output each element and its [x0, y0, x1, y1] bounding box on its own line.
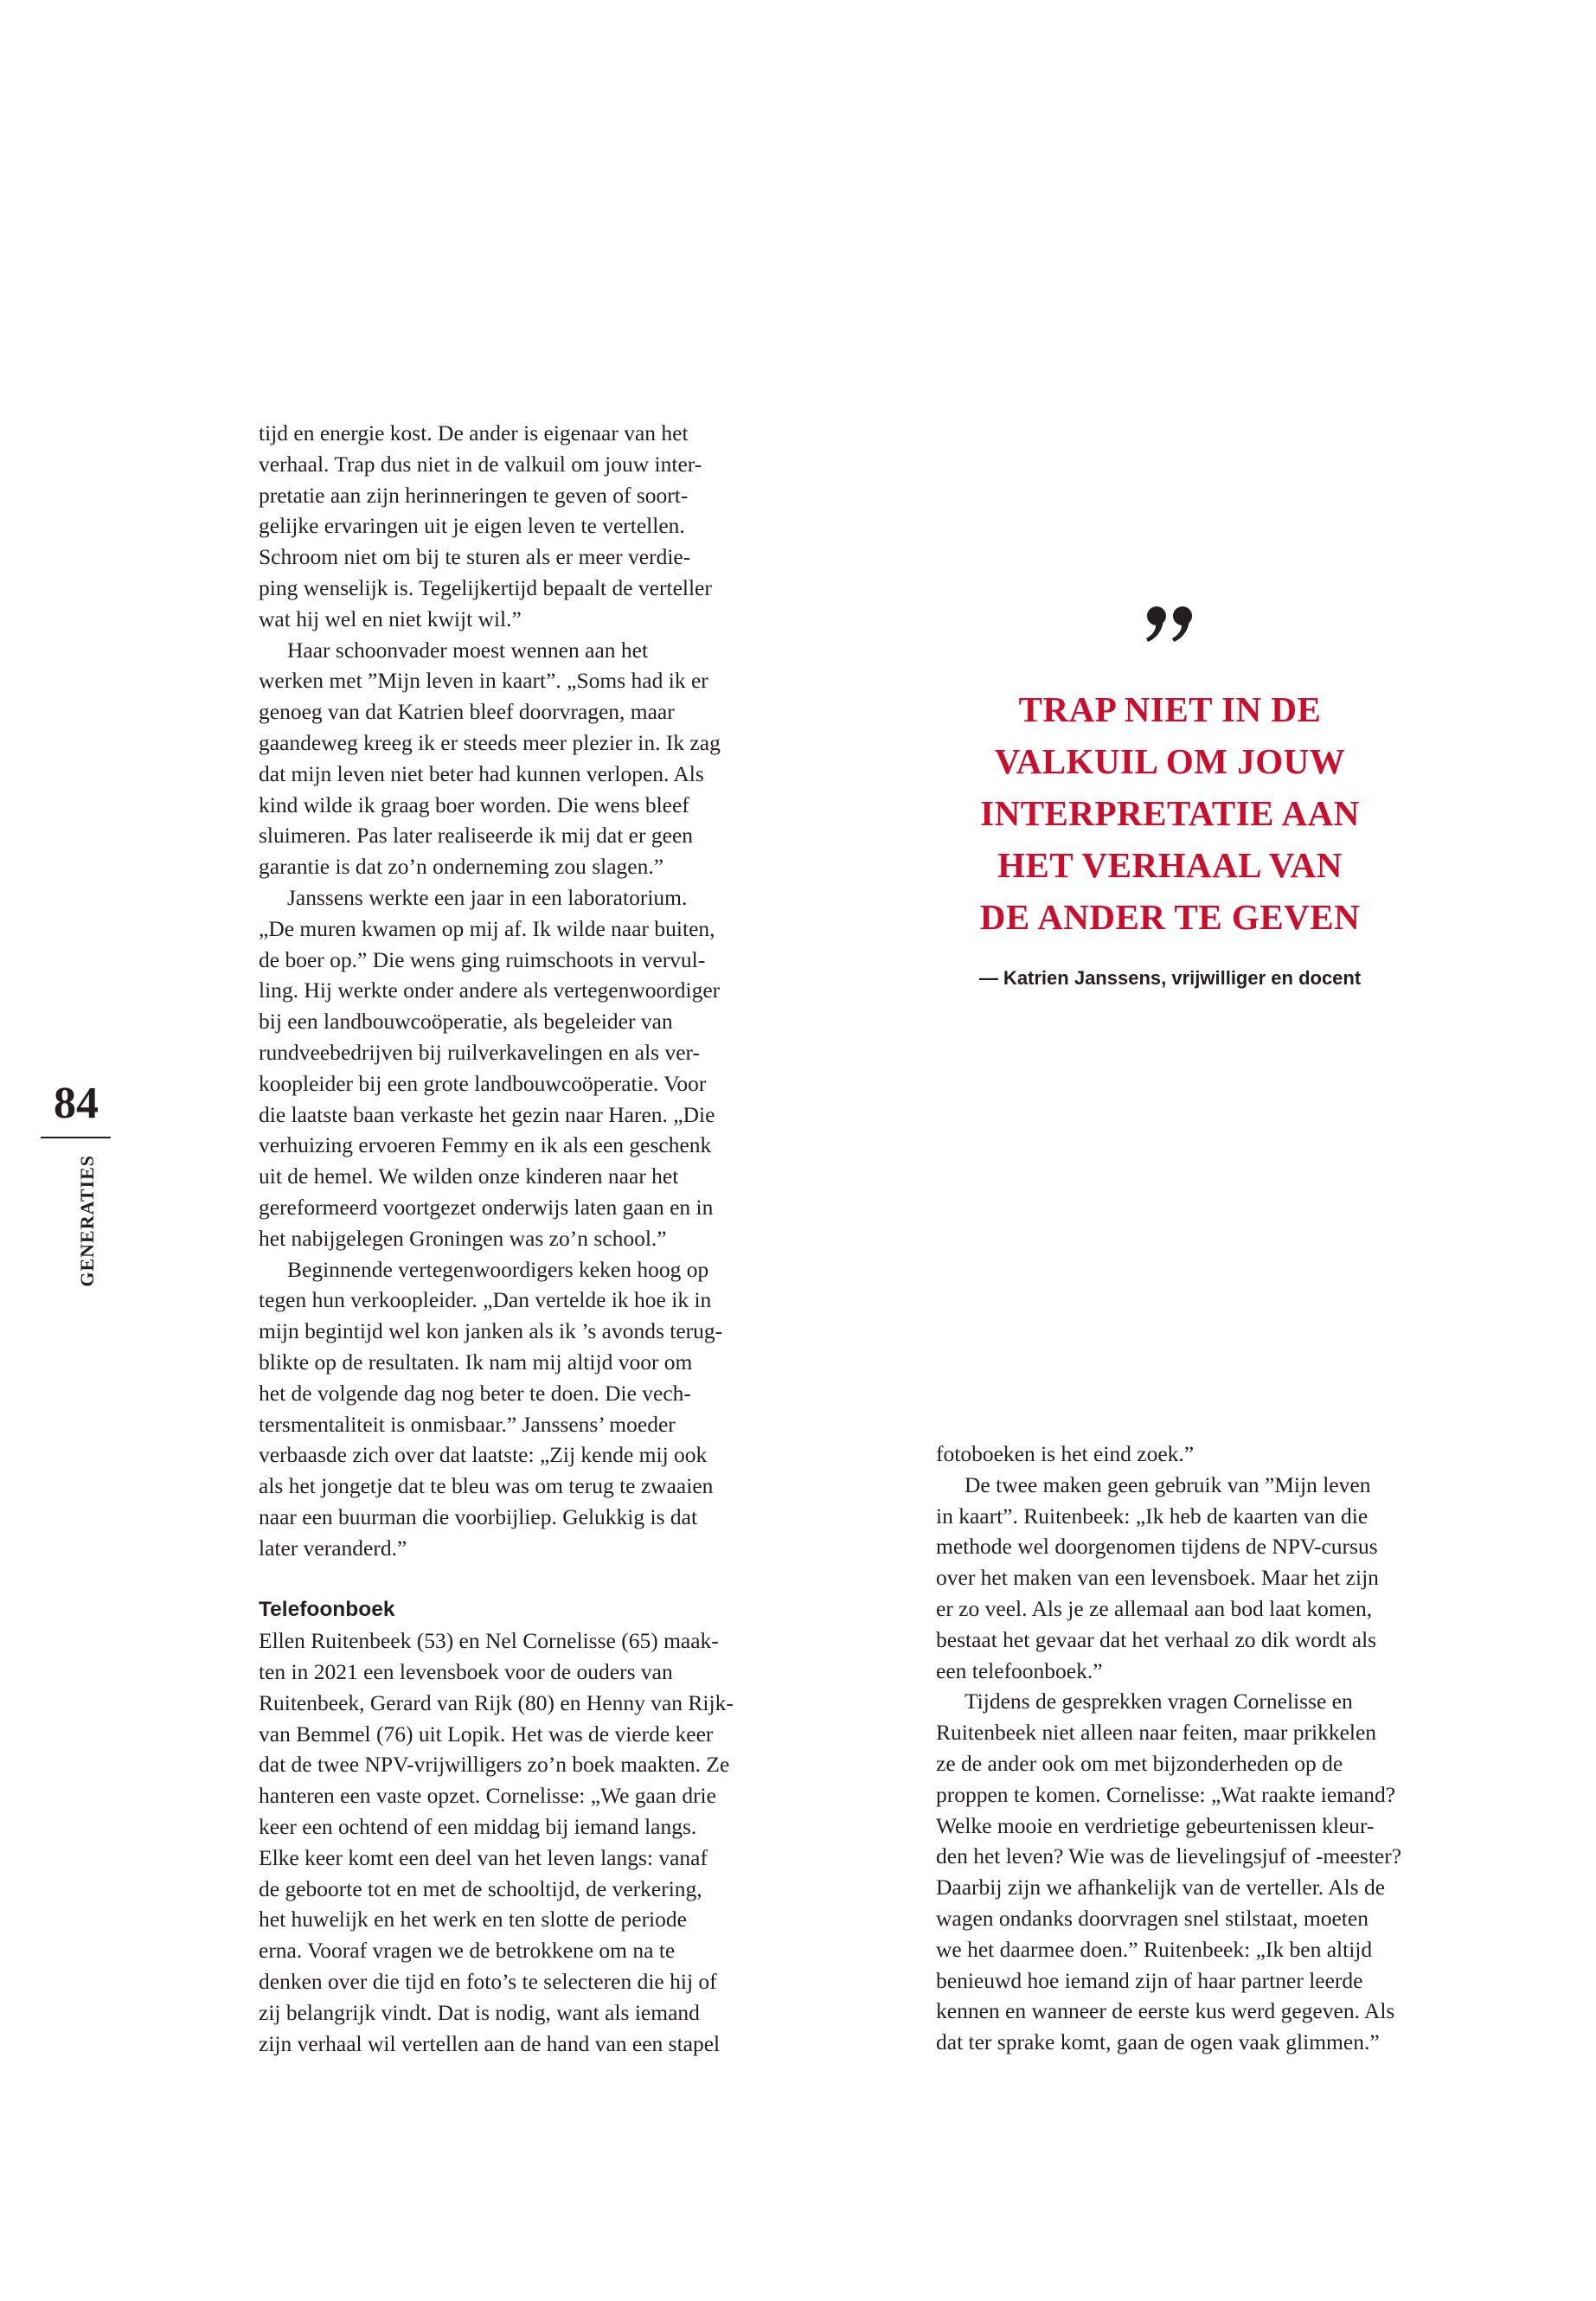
text-line: benieuwd hoe iemand zijn of haar partner leerde: [936, 1967, 1363, 1993]
text-line: dat ter sprake komt, gaan de ogen vaak glimmen.”: [936, 2029, 1380, 2055]
text-line: gelijke ervaringen uit je eigen leven te vertellen.: [259, 513, 685, 539]
text-line: als het jongetje dat te bleu was om terug te zwaaien: [259, 1473, 714, 1499]
text-line: verhuizing ervoeren Femmy en ik als een geschenk: [259, 1132, 712, 1158]
text-line: genoeg van dat Katrien bleef doorvragen, maar: [259, 699, 675, 725]
text-line: fotoboeken is het eind zoek.”: [936, 1441, 1195, 1466]
right-body-text: [936, 1439, 1472, 2058]
text-line: hanteren een vaste opzet. Cornelisse: „We gaan drie: [259, 1783, 716, 1809]
text-line: sluimeren. Pas later realiseerde ik mij dat er geen: [259, 823, 694, 849]
text-line: Janssens werkte een jaar in een laboratorium.: [287, 884, 688, 910]
text-line: uit de hemel. We wilden onze kinderen naar het: [259, 1163, 679, 1189]
text-line: kind wilde ik graag boer worden. Die wens bleef: [259, 792, 689, 817]
text-line: proppen te komen. Cornelisse: „Wat raakte iemand?: [936, 1781, 1396, 1807]
text-line: De twee maken geen gebruik van ”Mijn leven: [965, 1471, 1371, 1497]
pull-quote-credit: — Katrien Janssens, vrijwilliger en docent: [978, 967, 1362, 989]
pull-quote-line: DE ANDER TE GEVEN: [979, 897, 1361, 937]
page-number-divider: [41, 1137, 111, 1138]
text-line: wat hij wel en niet kwijt wil.”: [259, 606, 522, 631]
text-line: wagen ondanks doorvragen snel stilstaat, moeten: [936, 1905, 1368, 1931]
text-line: Ellen Ruitenbeek (53) en Nel Cornelisse (65) maak-: [259, 1628, 719, 1654]
text-line: blikte op de resultaten. Ik nam mij altijd voor om: [259, 1349, 693, 1375]
text-line: er zo veel. Als je ze allemaal aan bod laat komen,: [936, 1595, 1373, 1621]
left-text-column: [259, 418, 795, 2059]
text-line: Beginnende vertegenwoordigers keken hoog op: [287, 1256, 709, 1282]
text-line: ten in 2021 een levensboek voor de ouders van: [259, 1659, 673, 1685]
text-line: tegen hun verkoopleider. „Dan vertelde ik hoe ik in: [259, 1287, 712, 1313]
right-text-column: [936, 1439, 1472, 2058]
text-line: ling. Hij werkte onder andere als vertegenwoordiger: [259, 977, 721, 1003]
text-line: erna. Vooraf vragen we de betrokkene om na te: [259, 1938, 676, 1964]
text-line: over het maken van een levensboek. Maar het zijn: [936, 1565, 1379, 1591]
text-line: het nabijgelegen Groningen was zo’n school.”: [259, 1225, 667, 1251]
text-line: Ruitenbeek niet alleen naar feiten, maar prikkelen: [936, 1720, 1377, 1746]
section-label: GENERATIES: [76, 1155, 98, 1287]
text-line: de boer op.” Die wens ging ruimschoots in vervul-: [259, 946, 706, 972]
text-line: keer een ochtend of een middag bij iemand langs.: [259, 1814, 697, 1840]
text-line: methode wel doorgenomen tijdens de NPV-cursus: [936, 1534, 1378, 1560]
text-line: die laatste baan verkaste het gezin naar Haren. „Die: [259, 1101, 715, 1127]
text-line: Haar schoonvader moest wennen aan het: [287, 637, 649, 663]
text-line: Welke mooie en verdrietige gebeurtenissen kleur-: [936, 1812, 1375, 1838]
text-line: zijn verhaal wil vertellen aan de hand van een stapel: [259, 2030, 721, 2056]
text-line: den het leven? Wie was de lievelingsjuf of -meester?: [936, 1843, 1402, 1869]
text-line: een telefoonboek.”: [936, 1657, 1103, 1683]
text-line: dat mijn leven niet beter had kunnen verlopen. Als: [259, 760, 704, 786]
text-line: de geboorte tot en met de schooltijd, de verkering,: [259, 1875, 702, 1901]
text-line: koopleider bij een grote landbouwcoöperatie. Voor: [259, 1070, 707, 1096]
left-body-text: [259, 418, 795, 1563]
text-line: in kaart”. Ruitenbeek: „Ik heb de kaarten van die: [936, 1503, 1368, 1529]
text-line: verhaal. Trap dus niet in de valkuil om jouw inter-: [259, 451, 702, 477]
text-line: bij een landbouwcoöperatie, als begeleider van: [259, 1009, 673, 1035]
text-line: mijn begintijd wel kon janken als ik ’s avonds terug-: [259, 1318, 723, 1344]
text-line: het de volgende dag nog beter te doen. Die vech-: [259, 1380, 691, 1406]
text-line: gaandeweg kreeg ik er steeds meer plezier in. Ik zag: [259, 729, 721, 755]
text-line: rundveebedrijven bij ruilverkavelingen en als ver-: [259, 1039, 700, 1065]
pull-quote-line: TRAP NIET IN DE: [1018, 689, 1322, 729]
text-line: naar een buurman die voorbijliep. Gelukkig is dat: [259, 1503, 698, 1529]
text-line: Ruitenbeek, Gerard van Rijk (80) en Henny van Rijk-: [259, 1689, 734, 1715]
text-line: pretatie aan zijn herinneringen te geven of soort-: [259, 482, 689, 508]
pull-quote-line: INTERPRETATIE AAN: [980, 793, 1360, 833]
text-line: garantie is dat zo’n onderneming zou slagen.”: [259, 854, 664, 880]
subheading-telefoonboek: Telefoonboek: [259, 1598, 395, 1622]
text-line: ping wenselijk is. Tegelijkertijd bepaalt de verteller: [259, 574, 712, 600]
text-line: later veranderd.”: [259, 1535, 407, 1561]
text-line: bestaat het gevaar dat het verhaal zo dik wordt als: [936, 1626, 1377, 1652]
text-line: ze de ander ook om met bijzonderheden op de: [936, 1750, 1343, 1776]
text-line: verbaasde zich over dat laatste: „Zij kende mij ook: [259, 1442, 708, 1468]
page-number: 84: [54, 1079, 99, 1128]
text-line: denken over die tijd en foto’s te selecteren die hij of: [259, 1969, 717, 1995]
pull-quote-line: HET VERHAAL VAN: [997, 845, 1343, 885]
left-body-text-continued: [259, 1625, 795, 2059]
text-line: Schroom niet om bij te sturen als er meer verdie-: [259, 544, 691, 570]
text-line: Elke keer komt een deel van het leven langs: vanaf: [259, 1844, 708, 1870]
text-line: het huwelijk en het werk en ten slotte de periode: [259, 1907, 687, 1932]
pull-quote: [917, 606, 1423, 990]
pull-quote-line: VALKUIL OM JOUW: [994, 741, 1346, 781]
text-line: Tijdens de gesprekken vragen Cornelisse en: [965, 1689, 1353, 1715]
text-line: tijd en energie kost. De ander is eigenaar van het: [259, 420, 689, 445]
text-line: zij belangrijk vindt. Dat is nodig, want als iemand: [259, 1999, 700, 2025]
pull-quote-text: [917, 683, 1423, 943]
text-line: Daarbij zijn we afhankelijk van de verteller. Als de: [936, 1875, 1386, 1900]
text-line: gereformeerd voortgezet onderwijs laten gaan en in: [259, 1194, 714, 1220]
text-line: tersmentaliteit is onmisbaar.” Janssens’ moeder: [259, 1411, 676, 1437]
closing-quote-icon: [917, 606, 1423, 666]
text-line: kennen en wanneer de eerste kus werd gegeven. Als: [936, 1998, 1395, 2024]
text-line: werken met ”Mijn leven in kaart”. „Soms had ik er: [259, 668, 708, 694]
text-line: dat de twee NPV-vrijwilligers zo’n boek maakten. Ze: [259, 1752, 730, 1778]
text-line: „De muren kwamen op mij af. Ik wilde naar buiten,: [259, 915, 715, 941]
text-line: we het daarmee doen.” Ruitenbeek: „Ik ben altijd: [936, 1936, 1373, 1962]
text-line: van Bemmel (76) uit Lopik. Het was de vierde keer: [259, 1721, 714, 1747]
